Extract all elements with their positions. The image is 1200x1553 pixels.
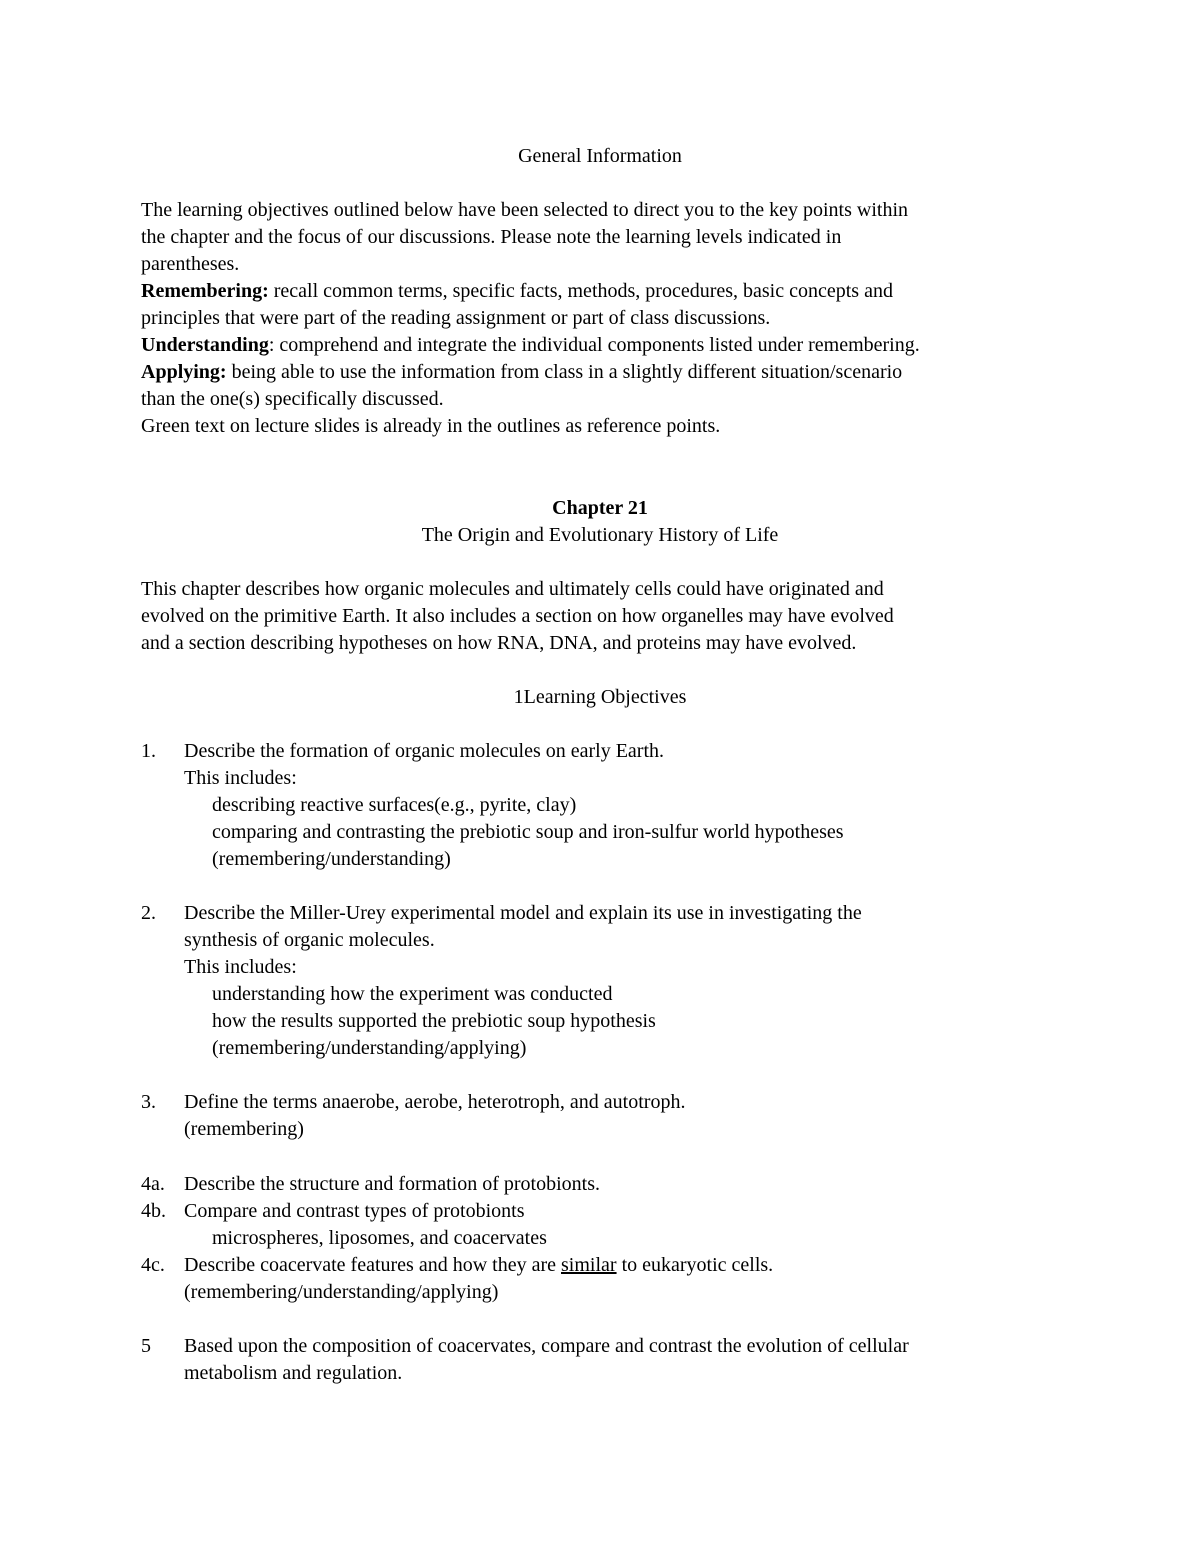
- objective-subline: (remembering/understanding): [212, 848, 451, 870]
- objective-number: 4c.: [141, 1254, 165, 1276]
- intro-line: The learning objectives outlined below have been selected to direct you to the key points within: [141, 199, 909, 221]
- objective-body: [184, 738, 1064, 873]
- text-after: to eukaryotic cells.: [616, 1254, 774, 1276]
- objective-subline: how the results supported the prebiotic soup hypothesis: [212, 1010, 656, 1032]
- objective-number: 4a.: [141, 1173, 165, 1195]
- objective-subline: understanding how the experiment was conducted: [212, 983, 613, 1005]
- objective-number: 4b.: [141, 1200, 166, 1222]
- intro-line: the chapter and the focus of our discussions. Please note the learning levels indicated in: [141, 226, 842, 248]
- objective-line: Define the terms anaerobe, aerobe, heterotroph, and autotroph.: [184, 1091, 686, 1113]
- level-desc-cont: than the one(s) specifically discussed.: [141, 388, 444, 410]
- level-desc: : comprehend and integrate the individual components listed under remembering.: [268, 334, 920, 356]
- level-understanding: [141, 332, 1071, 359]
- objective-subline: microspheres, liposomes, and coacervates: [212, 1227, 547, 1249]
- objective-number: 2.: [141, 902, 156, 924]
- general-intro: [141, 197, 1071, 440]
- objective-line: metabolism and regulation.: [184, 1362, 403, 1384]
- chapter-heading-text: Chapter 21: [552, 497, 648, 519]
- text-before: Describe coacervate features and how they are: [184, 1254, 562, 1276]
- objectives-heading: 1Learning Objectives: [513, 686, 687, 708]
- objective-line: Compare and contrast types of protobionts: [184, 1200, 525, 1222]
- general-title: General Information: [518, 145, 682, 167]
- objective-line: Describe the Miller-Urey experimental model and explain its use in investigating the: [184, 902, 862, 924]
- objective-body: [184, 1171, 1064, 1198]
- level-desc: being able to use the information from class in a slightly different situation/scenario: [226, 361, 903, 383]
- level-desc-cont: principles that were part of the reading assignment or part of class discussions.: [141, 307, 771, 329]
- desc-line: and a section describing hypotheses on how RNA, DNA, and proteins may have evolved.: [141, 632, 857, 654]
- objective-body: [184, 1252, 1064, 1306]
- objective-line: synthesis of organic molecules.: [184, 929, 435, 951]
- objective-line: This includes:: [184, 767, 297, 789]
- objective-subline: (remembering/understanding/applying): [212, 1037, 527, 1059]
- objective-line: This includes:: [184, 956, 297, 978]
- general-note: Green text on lecture slides is already in the outlines as reference points.: [141, 415, 721, 437]
- level-term: Understanding: [141, 334, 269, 356]
- objective-line: (remembering/understanding/applying): [184, 1281, 499, 1303]
- level-remembering: [141, 278, 1071, 305]
- objective-body: [184, 1198, 1064, 1252]
- objective-body: [184, 900, 1064, 1062]
- chapter-heading: [0, 495, 1200, 522]
- objective-number: 5: [141, 1335, 151, 1357]
- chapter-subtitle: The Origin and Evolutionary History of Life: [421, 524, 779, 546]
- objective-line: Describe the formation of organic molecules on early Earth.: [184, 740, 665, 762]
- underlined-word: similar: [561, 1254, 617, 1276]
- level-desc: recall common terms, specific facts, methods, procedures, basic concepts and: [268, 280, 893, 302]
- level-term: Applying:: [141, 361, 227, 383]
- objective-subline: comparing and contrasting the prebiotic soup and iron-sulfur world hypotheses: [212, 821, 844, 843]
- level-applying: [141, 359, 1071, 386]
- objective-number: 1.: [141, 740, 156, 762]
- level-term: Remembering:: [141, 280, 269, 302]
- objective-line: Describe the structure and formation of protobionts.: [184, 1173, 600, 1195]
- objective-body: [184, 1089, 1064, 1143]
- intro-line: parentheses.: [141, 253, 240, 275]
- desc-line: evolved on the primitive Earth. It also includes a section on how organelles may have evolved: [141, 605, 894, 627]
- objective-line: (remembering): [184, 1118, 304, 1140]
- objective-line: Based upon the composition of coacervates, compare and contrast the evolution of cellular: [184, 1335, 909, 1357]
- objective-line: [184, 1252, 1064, 1279]
- objective-subline: describing reactive surfaces(e.g., pyrite, clay): [212, 794, 577, 816]
- chapter-description: [141, 576, 1071, 657]
- objective-number: 3.: [141, 1091, 156, 1113]
- desc-line: This chapter describes how organic molecules and ultimately cells could have originated and: [141, 578, 884, 600]
- objective-body: [184, 1333, 1064, 1387]
